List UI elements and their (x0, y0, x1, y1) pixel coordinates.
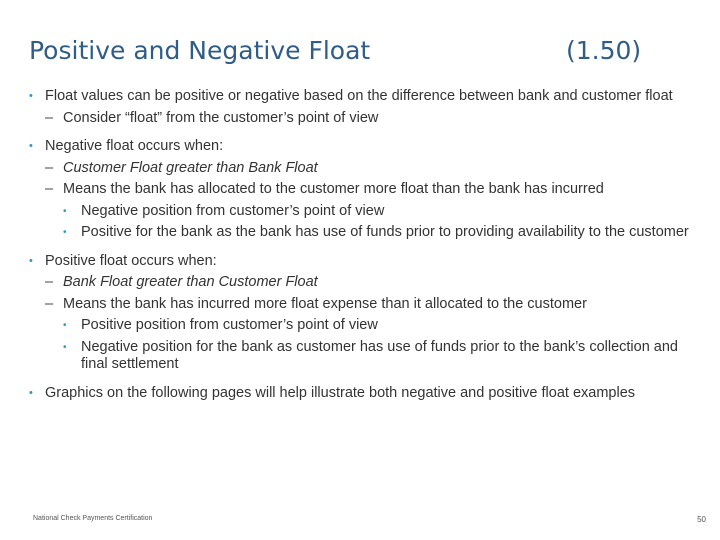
sub-bullet-text: Customer Float greater than Bank Float (63, 159, 318, 176)
bullet-marker: • (29, 90, 33, 102)
bullet-graphics (29, 385, 701, 403)
section-number: (1.50) (566, 36, 642, 65)
bullet-marker: • (29, 140, 33, 152)
dash-marker: – (45, 109, 54, 126)
bullet-marker: • (63, 320, 67, 331)
sub-bullet-bank-allocated (29, 181, 701, 199)
dash-marker: – (45, 159, 54, 176)
bullet-marker: • (63, 205, 67, 217)
sub-bullet-text: Consider “float” from the customer’s point of view (63, 109, 379, 126)
sub-sub-bullet-negative-for-bank (29, 339, 701, 374)
sub-sub-bullet-text: Positive position from customer’s point of view (81, 317, 378, 333)
sub-sub-bullet-positive-for-bank (29, 224, 701, 242)
bullet-marker: • (29, 254, 33, 267)
sub-sub-bullet-text: Positive for the bank as the bank has use of funds prior to providing availability to the customer (81, 224, 689, 240)
bullet-marker: • (29, 386, 33, 399)
sub-bullet-customer-float-greater (29, 160, 701, 178)
sub-sub-bullet-negative-position (29, 203, 701, 221)
bullet-marker: • (63, 227, 67, 238)
footer-text: National Check Payments Certification (33, 515, 153, 522)
page-number: 50 (697, 515, 706, 524)
sub-bullet-text: Means the bank has allocated to the customer more float than the bank has incurred (63, 181, 604, 197)
bullet-text: Graphics on the following pages will help illustrate both negative and positive float examples (45, 384, 636, 401)
dash-marker: – (45, 274, 54, 290)
bullet-positive-float (29, 253, 701, 271)
slide-content (29, 88, 701, 402)
bullet-text: Negative float occurs when: (45, 138, 224, 154)
bullet-marker: • (63, 341, 67, 353)
sub-bullet-consider (29, 110, 701, 128)
dash-marker: – (45, 295, 54, 312)
sub-bullet-bank-incurred (29, 296, 701, 314)
sub-sub-bullet-text: Negative position from customer’s point of view (81, 202, 385, 219)
sub-sub-bullet-text: Negative position for the bank as customer has use of funds prior to the bank’s collection and final settlement (81, 338, 678, 372)
bullet-float-values (29, 88, 701, 106)
bullet-text: Positive float occurs when: (45, 252, 217, 269)
sub-bullet-text: Bank Float greater than Customer Float (63, 274, 318, 290)
sub-bullet-text: Means the bank has incurred more float expense than it allocated to the customer (63, 295, 587, 312)
sub-sub-bullet-positive-position (29, 317, 701, 335)
slide-title: Positive and Negative Float (29, 36, 371, 65)
bullet-negative-float (29, 138, 701, 156)
bullet-text: Float values can be positive or negative based on the difference between bank and customer float (45, 88, 673, 104)
dash-marker: – (45, 181, 54, 197)
sub-bullet-bank-float-greater (29, 274, 701, 292)
